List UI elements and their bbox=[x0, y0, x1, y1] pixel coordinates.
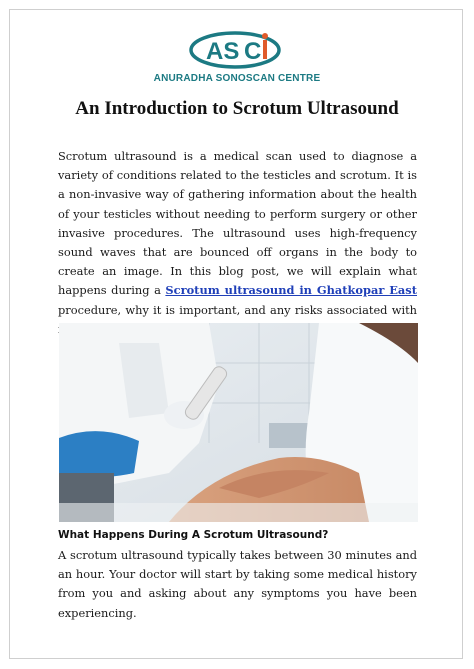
svg-text:C: C bbox=[244, 38, 262, 65]
clinic-name: ANURADHA SONOSCAN CENTRE bbox=[153, 73, 321, 84]
scrotum-ultrasound-link[interactable]: Scrotum ultrasound in Ghatkopar East bbox=[165, 283, 417, 298]
section-paragraph: A scrotum ultrasound typically takes between 30 minutes and an hour. Your doctor will start by taking some medical history from you and asking about any symptoms you have been experiencing. bbox=[58, 548, 417, 620]
page-title: An Introduction to Scrotum Ultrasound bbox=[75, 98, 399, 119]
intro-text-start: Scrotum ultrasound is a medical scan used to diagnose a variety of conditions related to the testicles and scrotum. It is a non-invasive way of gathering information about the health of your testicles without needing to perform surgery or other invasive procedures. The ultrasound uses high-frequency sound waves that are bounced off organs in the body to create an image. In this blog post, we will explain what happens during a bbox=[58, 149, 417, 298]
svg-text:AS: AS bbox=[206, 38, 240, 65]
intro-paragraph bbox=[58, 147, 417, 339]
ultrasound-photo bbox=[59, 323, 418, 522]
intro-text-end: procedure, why it is important, and any risks associated with bbox=[58, 302, 417, 317]
section-heading: What Happens During A Scrotum Ultrasound? bbox=[58, 529, 329, 541]
